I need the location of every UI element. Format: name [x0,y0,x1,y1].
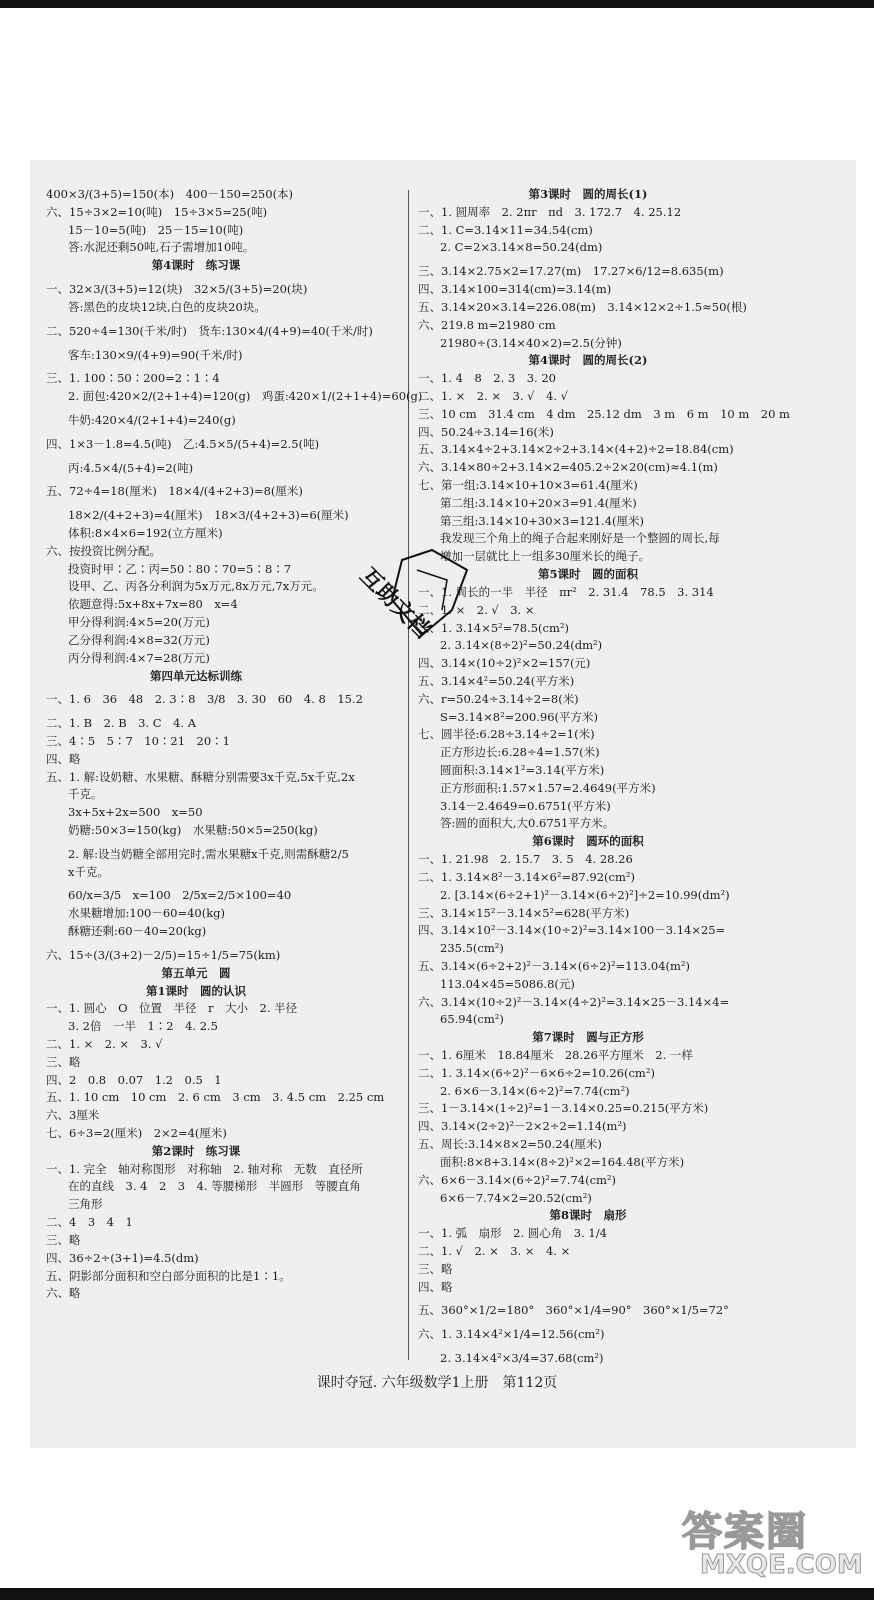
answer-line: 四、3.14×10²－3.14×(10÷2)²=3.14×100－3.14×25= [418,923,726,938]
answer-line: 三、4∶5 5∶7 10∶21 20∶1 [46,733,230,748]
answer-line: 2. [3.14×(6÷2+1)²－3.14×(6÷2)²]÷2=10.99(dm²) [440,887,730,902]
answer-line: 七、第一组:3.14×10+10×3=61.4(厘米) [418,478,638,492]
answer-line: 六、3.14×(10÷2)²－3.14×(4÷2)²=3.14×25－3.14×4= [418,994,730,1009]
answer-line: 六、3厘米 [46,1108,100,1123]
answer-line: 五、周长:3.14×8×2=50.24(厘米) [418,1137,602,1152]
answer-line: 设甲、乙、丙各分利润为5x万元,8x万元,7x万元。 [68,579,324,594]
answer-line: 五、3.14×(6÷2+2)²－3.14×(6÷2)²=113.04(m²) [418,958,691,973]
answer-line: 四、3.14×100=314(cm)=3.14(m) [418,282,612,297]
answer-line: 圆面积:3.14×1²=3.14(平方米) [440,763,605,777]
answer-line: 一、1. 圆周率 2. 2πr πd 3. 172.7 4. 25.12 [418,204,682,219]
answer-line: 二、1. 3.14×8²－3.14×6²=87.92(cm²) [418,869,635,884]
answer-line: 答:圆的面积大,大0.6751平方米。 [440,816,615,831]
answer-line: 四、1×3－1.8=4.5(吨) 乙:4.5×5/(5+4)=2.5(吨) [46,436,320,451]
answer-line: 五、3.14×4÷2+3.14×2÷2+3.14×(4+2)÷2=18.84(cm) [418,442,734,457]
answer-line: 五、1. 10 cm 10 cm 2. 6 cm 3 cm 3. 4.5 cm 2.25 cm [46,1090,385,1105]
answer-line: 3.14－2.4649=0.6751(平方米) [440,798,611,813]
answer-line: 六、略 [46,1286,81,1301]
answer-line: 2. 3.14×4²×3/4=37.68(cm²) [440,1351,604,1365]
top-border [0,0,874,8]
answer-line: 一、1. 6 36 48 2. 3∶8 3/8 3. 30 60 4. 8 15.2 [46,692,363,707]
answer-line: 四、3.14×(2÷2)²－2×2÷2=1.14(m²) [418,1119,627,1134]
answer-line: 在的直线 3. 4 2 3 4. 等腰梯形 半圆形 等腰直角 [68,1179,361,1194]
answer-line: 五、阴影部分面积和空白部分面积的比是1∶1。 [46,1268,291,1283]
answer-line: 三、1. 3.14×5²=78.5(cm²) [418,620,569,635]
answer-line: 235.5(cm²) [440,941,504,956]
answer-line: 二、1. B 2. B 3. C 4. A [46,716,197,731]
answer-line: 四、50.24÷3.14=16(米) [418,424,554,439]
answer-line: 五、72÷4=18(厘米) 18×4/(4+2+3)=8(厘米) [46,484,303,499]
answer-line: 七、圆半径:6.28÷3.14÷2=1(米) [418,727,595,742]
answer-line: 二、520÷4=130(千米/时) 货车:130×4/(4+9)=40(千米/时) [46,323,373,338]
answer-line: 依题意得:5x+8x+7x=80 x=4 [68,597,238,612]
section-heading: 第8课时 扇形 [549,1208,627,1223]
answer-line: 113.04×45=5086.8(元) [440,976,575,991]
answer-line: 第三组:3.14×10+30×3=121.4(厘米) [440,513,645,528]
section-heading: 第3课时 圆的周长(1) [528,187,648,201]
answer-line: 六、按投资比例分配。 [46,543,161,558]
answer-line: 21980÷(3.14×40×2)=2.5(分钟) [440,335,622,350]
answer-line: 3. 2倍 一半 1∶2 4. 2.5 [68,1019,218,1034]
bottom-border [0,1588,874,1600]
section-heading: 第2课时 练习课 [151,1143,241,1158]
answer-line: 6×6－7.74×2=20.52(cm²) [440,1190,592,1205]
answer-line: 酥糖还剩:60－40=20(kg) [68,924,207,939]
answer-line: 二、1. × 2. × 3. √ [46,1036,163,1051]
answer-line: 丙:4.5×4/(5+4)=2(吨) [68,460,194,475]
answer-line: 三、10 cm 31.4 cm 4 dm 25.12 dm 3 m 6 m 10 m 20 m [418,406,790,421]
answer-line: 六、219.8 m=21980 cm [418,317,556,332]
section-heading: 第6课时 圆环的面积 [532,834,644,849]
answer-line: 60/x=3/5 x=100 2/5x=2/5×100=40 [68,888,292,903]
answer-line: x千克。 [68,864,109,879]
answer-line: 四、2 0.8 0.07 1.2 0.5 1 [46,1072,222,1087]
section-heading: 第四单元达标训练 [150,668,242,683]
answer-line: 六、6×6－3.14×(6÷2)²=7.74(cm²) [418,1172,617,1187]
answer-line: 一、1. 弧 扇形 2. 圆心角 3. 1/4 [418,1226,607,1241]
answer-line: 二、1. × 2. √ 3. × [418,602,535,617]
answer-line: 65.94(cm²) [440,1012,504,1027]
answer-line: 一、1. 4 8 2. 3 3. 20 [418,371,556,386]
answer-line: 2. C=2×3.14×8=50.24(dm) [440,240,603,255]
answer-line: 三角形 [68,1197,103,1212]
answer-line: 一、32×3/(3+5)=12(块) 32×5/(3+5)=20(块) [46,282,308,297]
answer-line: 三、3.14×15²－3.14×5²=628(平方米) [418,905,630,920]
section-heading: 第5课时 圆的面积 [537,567,638,582]
page-footer: 课时夺冠. 六年级数学1上册 第112页 [316,1375,558,1391]
answer-line: 五、360°×1/2=180° 360°×1/4=90° 360°×1/5=72° [418,1303,729,1318]
section-heading: 第4课时 圆的周长(2) [528,353,648,368]
answer-line: 一、1. 圆心 O 位置 半径 r 大小 2. 半径 [46,1001,298,1016]
answer-line: 客车:130×9/(4+9)=90(千米/时) [68,347,243,362]
answer-line: 体积:8×4×6=192(立方厘米) [68,526,223,540]
answer-line: 甲分得利润:4×5=20(万元) [68,615,210,630]
answer-line: 七、6÷3=2(厘米) 2×2=4(厘米) [46,1126,227,1140]
answer-line: 六、15÷3×2=10(吨) 15÷3×5=25(吨) [46,204,268,219]
watermark-url: MXQE.COM [700,1550,863,1580]
right-column [418,186,838,1368]
answer-line: 五、1. 解:设奶糖、水果糖、酥糖分别需要3x千克,5x千克,2x [46,769,355,784]
answer-line: 二、1. × 2. × 3. √ 4. √ [418,388,568,403]
answer-line: 2. 6×6－3.14×(6÷2)²=7.74(cm²) [440,1083,630,1098]
answer-line: 五、3.14×4²=50.24(平方米) [418,673,575,688]
answer-line: 三、略 [46,1054,81,1069]
answer-line: 二、1. √ 2. × 3. × 4. × [418,1243,571,1258]
section-heading: 第4课时 练习课 [151,258,241,273]
answer-line: 18×2/(4+2+3)=4(厘米) 18×3/(4+2+3)=6(厘米) [68,508,349,523]
stamp-text: 互助文档 [354,563,435,644]
section-heading: 第1课时 圆的认识 [145,983,246,998]
answer-line: 二、1. 3.14×(6÷2)²－6×6÷2=10.26(cm²) [418,1065,655,1080]
answer-line: 四、36÷2÷(3+1)=4.5(dm) [46,1250,199,1265]
answer-line: 乙分得利润:4×8=32(万元) [68,632,210,647]
answer-line: 三、略 [46,1232,81,1247]
section-heading: 第7课时 圆与正方形 [532,1030,644,1045]
answer-line: 三、3.14×2.75×2=17.27(m) 17.27×6/12=8.635(m) [418,264,724,279]
answer-line: 正方形面积:1.57×1.57=2.4649(平方米) [440,780,656,795]
answer-line: 六、3.14×80÷2+3.14×2=405.2÷2×20(cm)≈4.1(m) [418,460,718,475]
answer-line: S=3.14×8²=200.96(平方米) [440,709,599,724]
answer-line: 2. 3.14×(8÷2)²=50.24(dm²) [440,638,603,653]
answer-line: 答:水泥还剩50吨,石子需增加10吨。 [68,240,255,255]
left-column [46,186,423,1303]
answer-line: 投资时甲∶乙∶丙=50∶80∶70=5∶8∶7 [68,561,292,576]
answer-line: 三、略 [418,1261,453,1276]
answer-line: 2. 面包:420×2/(2+1+4)=120(g) 鸡蛋:420×1/(2+1+4)=60(g) [68,389,423,404]
answer-line: 400×3/(3+5)=150(本) 400－150=250(本) [46,187,294,201]
answer-line: 一、1. 周长的一半 半径 πr² 2. 31.4 78.5 3. 314 [418,584,714,599]
answer-line: 五、3.14×20×3.14=226.08(m) 3.14×12×2÷1.5≈50(根) [418,299,747,314]
answer-line: 一、1. 完全 轴对称图形 对称轴 2. 轴对称 无数 直径所 [46,1161,363,1176]
answer-line: 增加一层就比上一组多30厘米长的绳子。 [440,549,651,564]
answer-line: 牛奶:420×4/(2+1+4)=240(g) [68,412,236,427]
answer-line: 15－10=5(吨) 25－15=10(吨) [68,222,244,237]
answer-line: 丙分得利润:4×7=28(万元) [68,650,210,665]
answer-line: 三、1. 100∶50∶200=2∶1∶4 [46,371,220,386]
answer-line: 六、15÷(3/(3+2)－2/5)=15÷1/5=75(km) [46,947,281,962]
column-divider [408,190,409,1360]
answer-line: 一、1. 21.98 2. 15.7 3. 5 4. 28.26 [418,852,633,867]
answer-line: 二、1. C=3.14×11=34.54(cm) [418,222,593,237]
answer-line: 水果糖增加:100－60=40(kg) [68,906,226,921]
answer-line: 正方形边长:6.28÷4=1.57(米) [440,745,600,760]
answer-line: 一、1. 6厘米 18.84厘米 28.26平方厘米 2. 一样 [418,1048,693,1062]
answer-line: 面积:8×8+3.14×(8÷2)²×2=164.48(平方米) [440,1154,685,1169]
answer-line: 第二组:3.14×10+20×3=91.4(厘米) [440,495,637,510]
answer-line: 答:黑色的皮块12块,白色的皮块20块。 [68,299,266,314]
answer-line: 四、略 [418,1279,453,1294]
answer-line: 六、1. 3.14×4²×1/4=12.56(cm²) [418,1327,605,1342]
answer-line: 千克。 [68,787,103,802]
answer-line: 四、3.14×(10÷2)²×2=157(元) [418,656,591,671]
answer-line: 六、r=50.24÷3.14÷2=8(米) [418,691,579,706]
answer-line: 奶糖:50×3=150(kg) 水果糖:50×5=250(kg) [68,823,318,837]
answer-line: 四、略 [46,751,81,766]
watermark-logo: 答案圈 [682,1509,808,1555]
section-heading: 第五单元 圆 [161,965,231,980]
answer-line: 三、1－3.14×(1÷2)²=1－3.14×0.25=0.215(平方米) [418,1101,709,1116]
answer-line: 2. 解:设当奶糖全部用完时,需水果糖x千克,则需酥糖2/5 [68,846,349,861]
answer-line: 二、4 3 4 1 [46,1215,133,1230]
answer-line: 我发现三个角上的绳子合起来刚好是一个整圆的周长,每 [440,531,720,546]
answer-line: 3x+5x+2x=500 x=50 [68,805,203,820]
